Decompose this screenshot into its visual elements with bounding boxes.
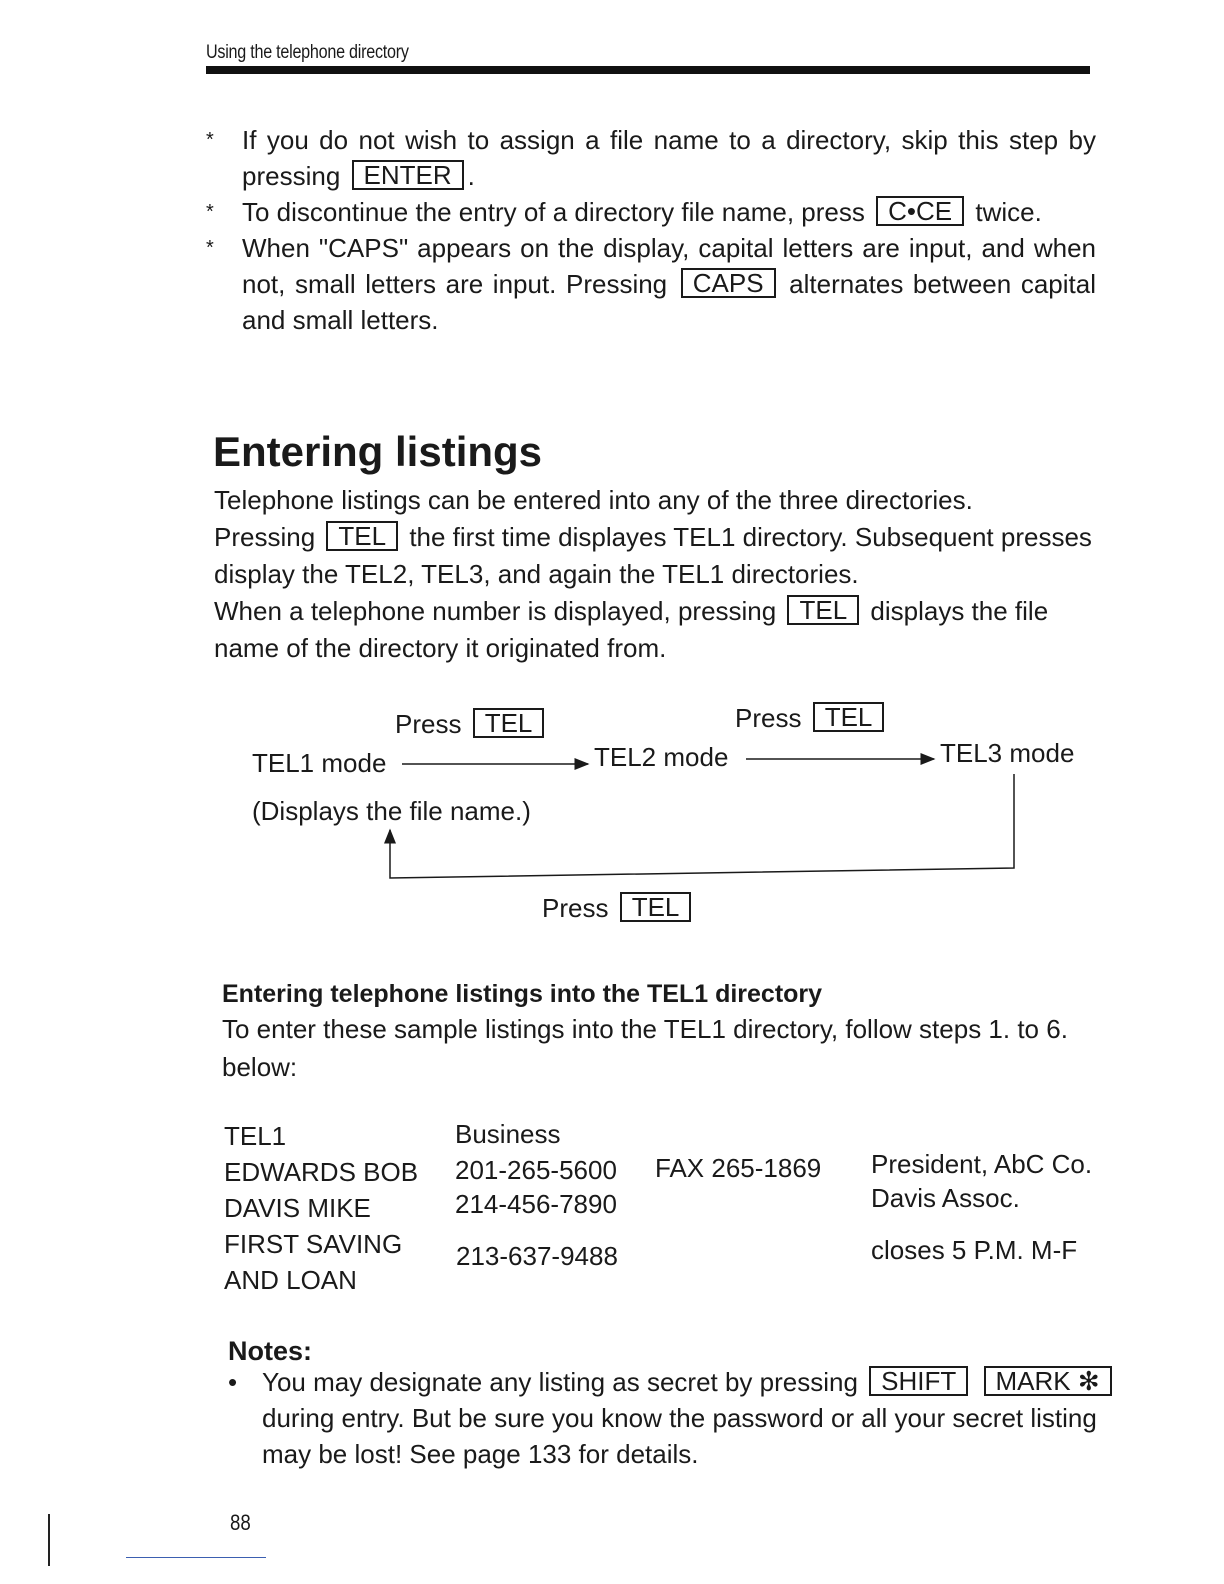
tel1-mode-label: TEL1 mode xyxy=(252,748,387,778)
tel-key: TEL xyxy=(813,702,885,732)
listing-header-name: TEL1 xyxy=(224,1121,287,1151)
press-label: Press TEL xyxy=(395,708,548,740)
bullet-marker: * xyxy=(206,237,214,259)
bullet-item: * If you do not wish to assign a file name to a directory, skip this step by pressing ENTER . xyxy=(206,122,1096,194)
page-number: 88 xyxy=(230,1510,251,1535)
bullet-marker: * xyxy=(206,129,214,151)
listing-note: Davis Assoc. xyxy=(871,1183,1020,1213)
listing-note: President, AbC Co. xyxy=(871,1149,1093,1179)
caps-key: CAPS xyxy=(681,268,776,298)
listing-header-type: Business xyxy=(455,1119,561,1149)
listing-phone: 214-456-7890 xyxy=(455,1189,617,1219)
bullet-marker: • xyxy=(228,1367,238,1397)
shift-key: SHIFT xyxy=(869,1366,968,1396)
tel-key: TEL xyxy=(787,595,859,625)
listing-name: DAVIS MIKE xyxy=(224,1193,371,1223)
running-header: Using the telephone directory xyxy=(206,42,409,63)
subsection-title: Entering telephone listings into the TEL1 directory xyxy=(222,980,823,1008)
tel-key: TEL xyxy=(473,708,545,738)
bullet-list xyxy=(206,122,1096,338)
listing-note: closes 5 P.M. M-F xyxy=(871,1235,1078,1265)
bullet-item: * When "CAPS" appears on the display, capital letters are input, and when not, small letters are input. Pressing CAPS alternates between capital and small letters. xyxy=(206,230,1096,338)
cce-key: C•CE xyxy=(876,196,964,226)
listing-name: AND LOAN xyxy=(224,1265,357,1295)
listing-name: FIRST SAVING xyxy=(224,1229,403,1259)
mark-key: MARK ✻ xyxy=(984,1366,1112,1396)
tel2-mode-label: TEL2 mode xyxy=(594,742,729,772)
notes-title: Notes: xyxy=(228,1336,313,1366)
header-rule xyxy=(206,66,1090,74)
listing-fax: FAX 265-1869 xyxy=(655,1153,822,1183)
bullet-marker: * xyxy=(206,201,214,223)
listing-phone: 213-637-9488 xyxy=(456,1241,618,1271)
section-title: Entering listings xyxy=(213,428,543,475)
displays-file-name-note: (Displays the file name.) xyxy=(252,796,531,826)
tel3-mode-label: TEL3 mode xyxy=(940,738,1075,768)
listing-phone: 201-265-5600 xyxy=(455,1155,617,1185)
press-label: Press TEL xyxy=(542,892,695,924)
tel-key: TEL xyxy=(326,521,398,551)
listing-name: EDWARDS BOB xyxy=(224,1157,419,1187)
enter-key: ENTER xyxy=(352,160,464,190)
footer-rule xyxy=(126,1557,266,1558)
tel-key: TEL xyxy=(620,892,692,922)
press-label: Press TEL xyxy=(735,702,888,734)
note-item: • You may designate any listing as secret by pressing SHIFT MARK ✻ during entry. But be sure you know the password or all your secret listing may be lost! See page 133 for details. xyxy=(228,1364,1118,1472)
subsection-text: To enter these sample listings into the TEL1 directory, follow steps 1. to 6. below: xyxy=(222,1014,1068,1082)
intro-text: Telephone listings can be entered into any of the three directories. Pressing TEL the first time displayes TEL1 directory. Subsequent presses display the TEL2, TEL3, and again the TEL1 directories. When a telephone number is displayed, pressing TEL displays the file name of the directory it originated from. xyxy=(214,485,1092,663)
bullet-item: * To discontinue the entry of a directory file name, press C•CE twice. xyxy=(206,194,1096,230)
scan-margin-line xyxy=(48,1514,50,1566)
tel-mode-diagram xyxy=(240,690,1120,940)
